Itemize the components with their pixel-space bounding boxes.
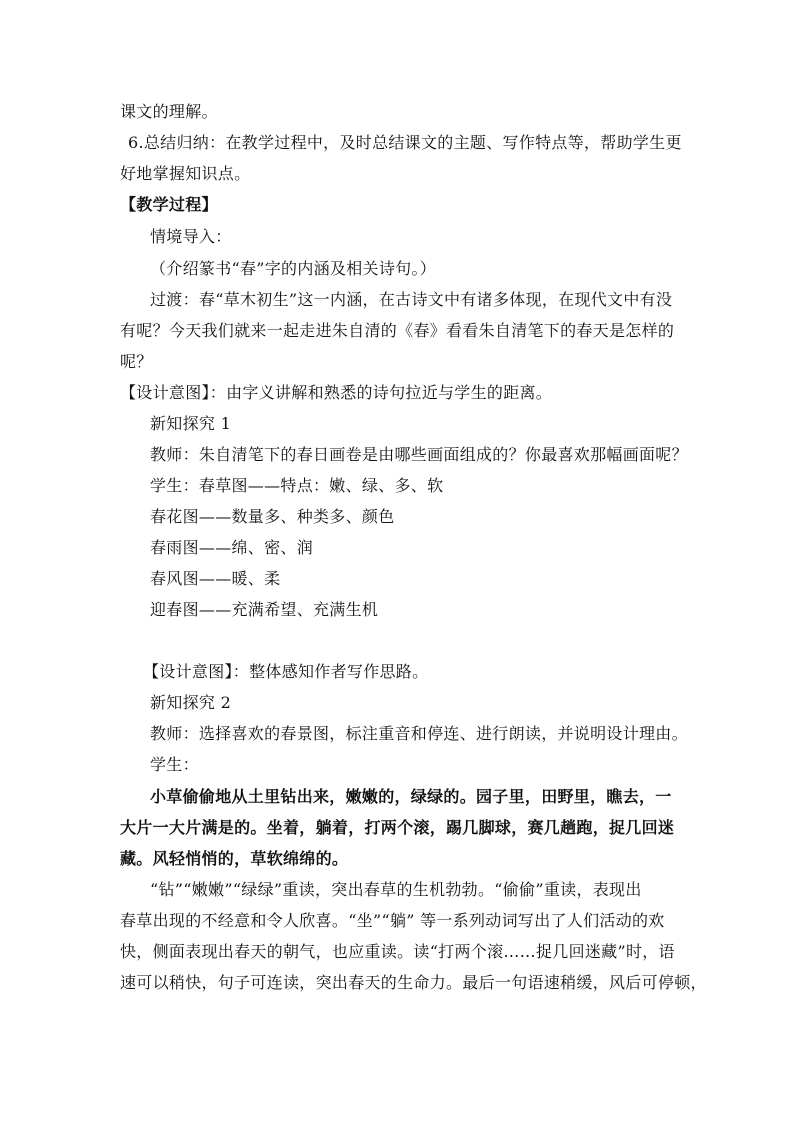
text-line: 过渡：春“草木初生”这一内涵，在古诗文中有诸多体现，在现代文中有没	[150, 290, 673, 309]
text-line: 呢？	[120, 352, 153, 371]
text-line: 速可以稍快，句子可连读，突出春天的生命力。最后一句语速稍缓，风后可停顿，	[120, 973, 707, 992]
text-line: （介绍篆书“春”字的内涵及相关诗句。）	[150, 259, 437, 278]
text-line: 春草出现的不经意和令人欣喜。“坐”“躺” 等一系列动词写出了人们活动的欢	[120, 911, 665, 930]
quoted-passage-line: 藏。风轻悄悄的，草软绵绵的。	[120, 849, 349, 868]
quoted-passage-line: 小草偷偷地从土里钻出来，嫩嫩的，绿绿的。园子里，田野里，瞧去，一	[150, 787, 672, 806]
text-line: 情境导入：	[150, 227, 232, 246]
text-line: 有呢？今天我们就来一起走进朱自清的《春》看看朱自清笔下的春天是怎样的	[120, 321, 675, 340]
text-line: 学生：	[150, 755, 199, 774]
text-line: 好地掌握知识点。	[120, 164, 251, 183]
text-line: 春雨图——绵、密、润	[150, 538, 314, 557]
text-line: 课文的理解。	[120, 102, 218, 121]
design-intent-line: 【设计意图】：整体感知作者写作思路。	[143, 662, 429, 681]
text-line: 新知探究 2	[150, 693, 232, 712]
text-line: 迎春图——充满希望、充满生机	[150, 600, 379, 619]
text-line: 春风图——暖、柔	[150, 569, 281, 588]
design-intent-line: 【设计意图】：由字义讲解和熟悉的诗句拉近与学生的距离。	[120, 383, 553, 402]
text-line: 学生：春草图——特点：嫩、绿、多、软	[150, 476, 444, 495]
text-line: 教师：朱自清笔下的春日画卷是由哪些画面组成的？你最喜欢那幅画面呢？	[150, 445, 688, 464]
text-line: 6.总结归纳：在教学过程中，及时总结课文的主题、写作特点等，帮助学生更	[128, 133, 682, 152]
text-line: 新知探究 1	[150, 414, 232, 433]
text-line: 春花图——数量多、种类多、颜色	[150, 507, 395, 526]
text-line: 教师：选择喜欢的春景图，标注重音和停连、进行朗读，并说明设计理由。	[150, 724, 688, 743]
text-line: 快，侧面表现出春天的朝气，也应重读。读“打两个滚……捉几回迷藏”时，语	[120, 942, 675, 961]
section-heading-teaching-process: 【教学过程】	[120, 195, 218, 214]
text-line: “钻”“嫩嫩”“绿绿”重读，突出春草的生机勃勃。“偷偷”重读，表现出	[150, 880, 642, 899]
quoted-passage-line: 大片一大片满是的。坐着，躺着，打两个滚，踢几脚球，赛几趟跑，捉几回迷	[120, 818, 675, 837]
